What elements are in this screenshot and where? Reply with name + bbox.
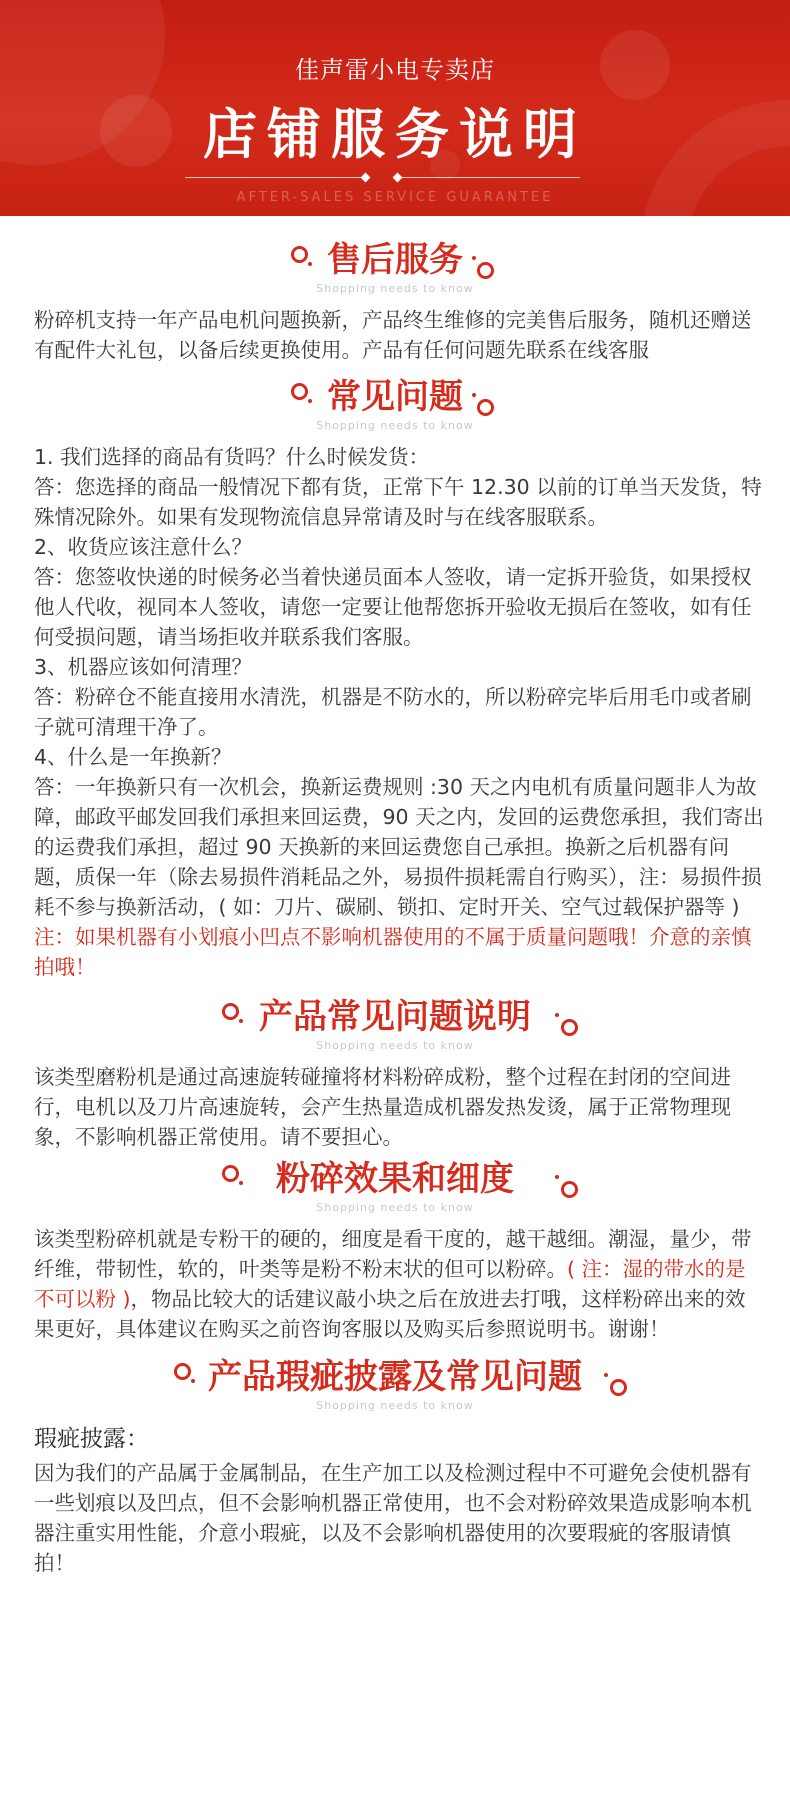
fineness-warning-note: ( 注：湿的带水的是不可以粉 ) [34, 1257, 746, 1311]
shop-name: 佳声雷小电专卖店 [295, 56, 495, 84]
faq-question: 2、收货应该注意什么？ [34, 535, 253, 559]
section-heading-product-faq [0, 995, 790, 1065]
faq-answer: 答：粉碎仓不能直接用水清洗，机器是不防水的，所以粉碎完毕后用毛巾或者刷子就可清理干净了。 [34, 685, 752, 739]
defects-text: 因为我们的产品属于金属制品，在生产加工以及检测过程中不可避免会使机器有一些划痕以及凹点，但不会影响机器正常使用，也不会对粉碎效果造成影响本机器注重实用性能，介意小瑕疵，以及不会影响机器使用的次要瑕疵的客服请慎拍！ [34, 1461, 752, 1575]
dot-icon [555, 1175, 559, 1179]
diamond-icon [361, 173, 371, 183]
banner-subtitle: AFTER-SALES SERVICE GUARANTEE [236, 190, 554, 205]
dot-icon [472, 393, 476, 397]
section-title: 粉碎效果和细度 [276, 1159, 514, 1199]
ring-icon [477, 399, 494, 416]
ring-icon [561, 1019, 578, 1036]
faq-warning-note: 注：如果机器有小划痕小凹点不影响机器使用的不属于质量问题哦！介意的亲慎拍哦！ [34, 925, 752, 979]
faq-answer: 答：您签收快递的时候务必当着快递员面本人签收，请一定拆开验货，如果授权他人代收，视同本人签收，请您一定要让他帮您拆开验收无损后在签收，如有任何受损问题，请当场拒收并联系我们客服。 [34, 565, 752, 649]
ring-icon [610, 1379, 627, 1396]
section-subtitle: Shopping needs to know [316, 282, 474, 295]
header-banner [0, 0, 790, 216]
faq-question: 4、什么是一年换新？ [34, 745, 232, 769]
fineness-text [34, 1224, 764, 1344]
section-title: 产品瑕疵披露及常见问题 [208, 1357, 582, 1397]
section-subtitle: Shopping needs to know [316, 1039, 474, 1052]
ring-icon [561, 1181, 578, 1198]
section-title: 常见问题 [327, 377, 463, 417]
after-sales-text: 粉碎机支持一年产品电机问题换新，产品终生维修的完美售后服务，随机还赠送有配件大礼包，以备后续更换使用。产品有任何问题先联系在线客服 [34, 308, 752, 362]
section-title: 产品常见问题说明 [259, 997, 531, 1037]
section-subtitle: Shopping needs to know [316, 1399, 474, 1412]
faq-answer-text: 答：一年换新只有一次机会，换新运费规则 :30 天之内电机有质量问题非人为故障，邮政平邮发回我们承担来回运费，90 天之内，发回的运费您承担，我们寄出的运费我们承担，超过 90 天换新的来回运费您自己承担。换新之后机器有问题，质保一年（除去易损件消耗品之外，易损件损耗需自行购买），注：易损件损耗不参与换新活动，( 如：刀片、碳刷、锁扣、定时开关、空气过载保护器等 ) [34, 775, 764, 919]
faq-content [34, 442, 764, 982]
section-heading-after-sales [0, 238, 790, 308]
divider-line [185, 177, 365, 178]
dot-icon [604, 1373, 608, 1377]
ring-icon [477, 262, 494, 279]
faq-question: 1. 我们选择的商品有货吗？什么时候发货： [34, 445, 430, 469]
product-faq-text: 该类型磨粉机是通过高速旋转碰撞将材料粉碎成粉，整个过程在封闭的空间进行，电机以及刀片高速旋转，会产生热量造成机器发热发烫，属于正常物理现象，不影响机器正常使用。请不要担心。 [34, 1065, 731, 1149]
page-title: 店铺服务说明 [203, 103, 587, 166]
faq-question: 3、机器应该如何清理？ [34, 655, 253, 679]
defects-label: 瑕疵披露： [34, 1426, 149, 1452]
fineness-text-main: 该类型粉碎机就是专粉干的硬的，细度是看干度的，越干越细。潮湿，量少，带纤维，带韧性，软的，叶类等是粉不粉末状的但可以粉碎。 [34, 1227, 752, 1281]
fineness-text-tail: ，物品比较大的话建议敲小块之后在放进去打哦，这样粉碎出来的效果更好，具体建议在购买之前咨询客服以及购买后参照说明书。谢谢！ [34, 1287, 746, 1341]
faq-answer [34, 772, 764, 982]
dot-icon [472, 256, 476, 260]
section-heading-defects [0, 1355, 790, 1425]
section-heading-faq [0, 375, 790, 445]
dot-icon [555, 1013, 559, 1017]
divider-line [400, 177, 580, 178]
section-title: 售后服务 [327, 240, 463, 280]
section-heading-fineness [0, 1157, 790, 1227]
section-subtitle: Shopping needs to know [316, 1201, 474, 1214]
section-subtitle: Shopping needs to know [316, 419, 474, 432]
faq-answer: 答：您选择的商品一般情况下都有货，正常下午 12.30 以前的订单当天发货，特殊情况除外。如果有发现物流信息异常请及时与在线客服联系。 [34, 475, 762, 529]
